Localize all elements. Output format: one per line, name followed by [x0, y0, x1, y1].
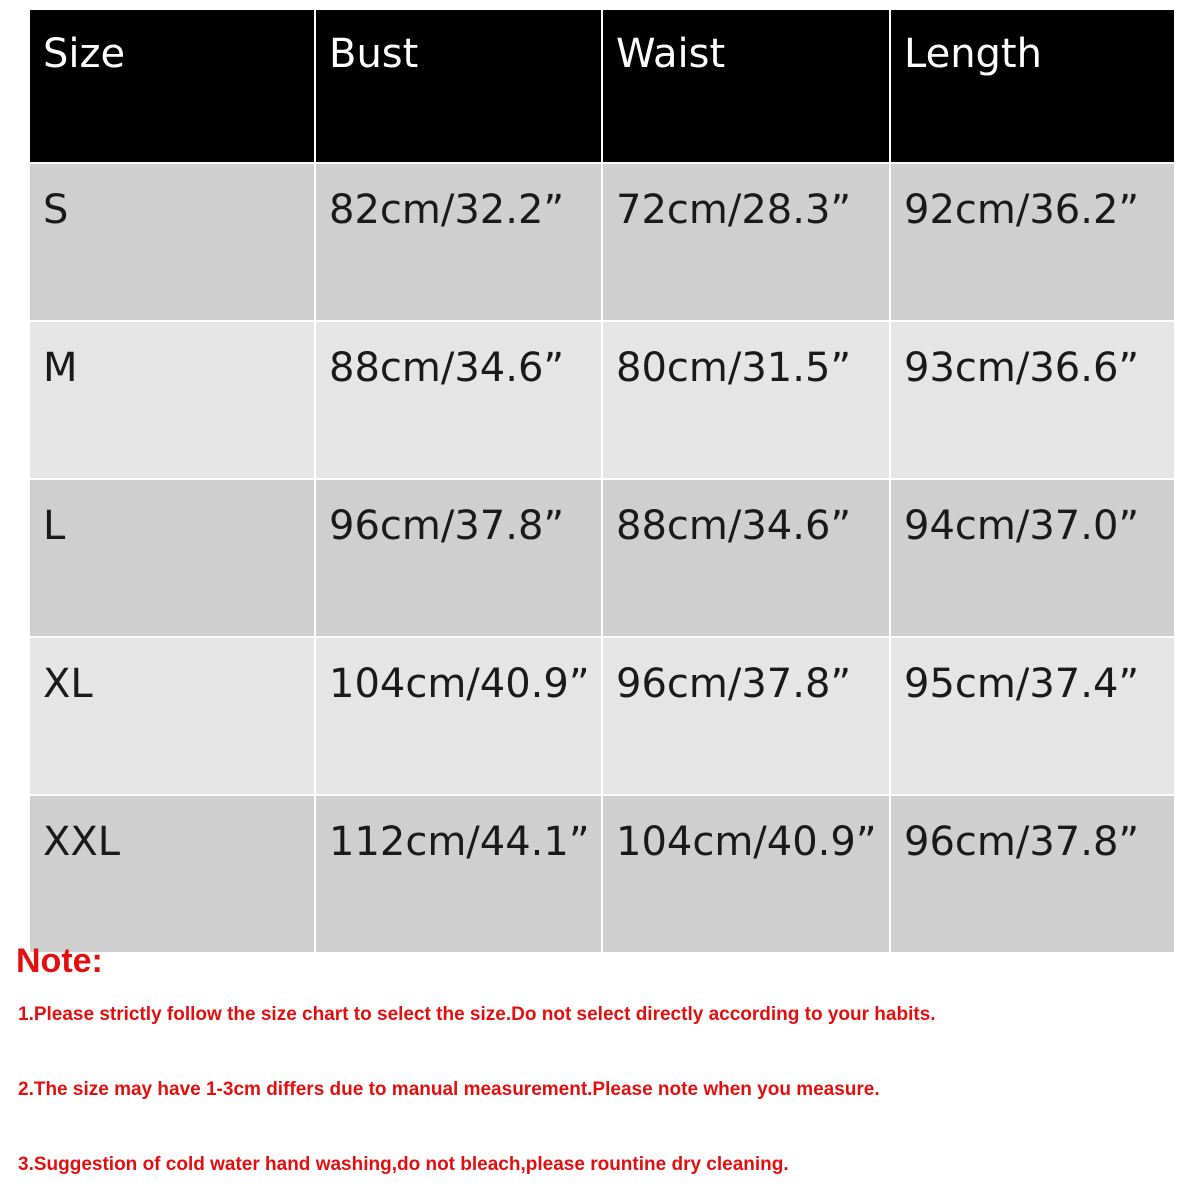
note-title: Note: — [16, 942, 103, 980]
waist-cell: 72cm/28.3” — [602, 163, 890, 321]
bust-cell: 82cm/32.2” — [315, 163, 602, 321]
table-row — [29, 163, 1175, 321]
size-cell: XXL — [29, 795, 315, 953]
header-bust: Bust — [315, 9, 602, 163]
note-line-1: 1.Please strictly follow the size chart to select the size.Do not select directly according to your habits. — [18, 1004, 936, 1025]
length-cell: 95cm/37.4” — [890, 637, 1175, 795]
bust-cell: 88cm/34.6” — [315, 321, 602, 479]
table-header-row — [29, 9, 1175, 163]
table-row — [29, 479, 1175, 637]
waist-cell: 80cm/31.5” — [602, 321, 890, 479]
table-row — [29, 321, 1175, 479]
size-cell: M — [29, 321, 315, 479]
header-size: Size — [29, 9, 315, 163]
length-cell: 93cm/36.6” — [890, 321, 1175, 479]
waist-cell: 88cm/34.6” — [602, 479, 890, 637]
bust-cell: 96cm/37.8” — [315, 479, 602, 637]
header-length: Length — [890, 9, 1175, 163]
notes-section — [16, 940, 1192, 1175]
note-line-2: 2.The size may have 1-3cm differs due to manual measurement.Please note when you measure. — [18, 1079, 880, 1100]
length-cell: 96cm/37.8” — [890, 795, 1175, 953]
table-row — [29, 637, 1175, 795]
bust-cell: 112cm/44.1” — [315, 795, 602, 953]
size-cell: S — [29, 163, 315, 321]
waist-cell: 104cm/40.9” — [602, 795, 890, 953]
table-row — [29, 795, 1175, 953]
size-chart-table — [28, 8, 1176, 954]
size-cell: XL — [29, 637, 315, 795]
note-line-3: 3.Suggestion of cold water hand washing,do not bleach,please rountine dry cleaning. — [18, 1154, 789, 1175]
size-cell: L — [29, 479, 315, 637]
header-waist: Waist — [602, 9, 890, 163]
waist-cell: 96cm/37.8” — [602, 637, 890, 795]
length-cell: 94cm/37.0” — [890, 479, 1175, 637]
length-cell: 92cm/36.2” — [890, 163, 1175, 321]
bust-cell: 104cm/40.9” — [315, 637, 602, 795]
